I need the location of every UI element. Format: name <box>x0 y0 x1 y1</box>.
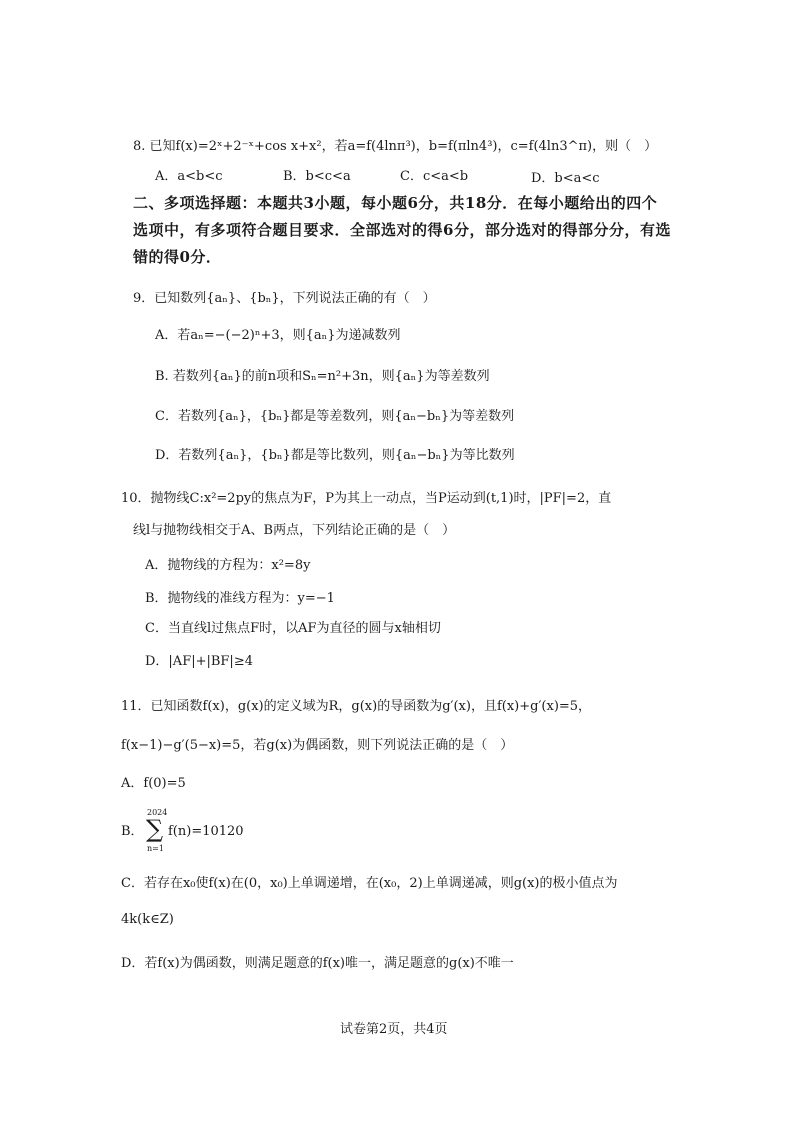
q8-option-b: B．b<c<a <box>283 169 351 184</box>
q11-stem-line2: f(x−1)−g′(5−x)=5，若g(x)为偶函数，则下列说法正确的是（ ） <box>121 738 514 753</box>
q9-option-a: A．若aₙ=−(−2)ⁿ+3，则{aₙ}为递减数列 <box>155 328 401 343</box>
q11-option-d: D．若f(x)为偶函数，则满足题意的f(x)唯一，满足题意的g(x)不唯一 <box>121 956 514 971</box>
q11-option-c-line2: 4k(k∈Z) <box>121 912 174 927</box>
q8-option-c: C．c<a<b <box>400 169 469 184</box>
q10-stem-line2: 线l与抛物线相交于A、B两点，下列结论正确的是（ ） <box>133 523 456 538</box>
q11-sum-upper: 2024 <box>147 808 168 817</box>
q11-sum-sigma: ∑ <box>146 815 164 843</box>
q10-option-d: D．|AF|+|BF|≥4 <box>145 654 253 669</box>
section2-line1: 二、多项选择题：本题共3小题，每小题6分，共18分．在每小题给出的四个 <box>133 194 658 212</box>
q11-option-c-line1: C．若存在x₀使f(x)在(0，x₀)上单调递增，在(x₀，2)上单调递减，则g(x)的极小值点为 <box>121 876 618 891</box>
q10-option-c: C．当直线l过焦点F时，以AF为直径的圆与x轴相切 <box>145 621 441 636</box>
q8-stem: 8. 已知f(x)=2ˣ+2⁻ˣ+cos x+x²，若a=f(4lnπ³)，b=f(πln4³)，c=f(4ln3^π)，则（ ） <box>133 139 658 154</box>
q10-option-b: B．抛物线的准线方程为：y=−1 <box>145 591 335 606</box>
q10-option-a: A．抛物线的方程为：x²=8y <box>145 558 311 573</box>
q11-option-b-label: B． <box>121 824 144 839</box>
q9-option-d: D．若数列{aₙ}，{bₙ}都是等比数列，则{aₙ−bₙ}为等比数列 <box>155 448 515 463</box>
q10-stem-line1: 10．抛物线C:x²=2py的焦点为F，P为其上一动点，当P运动到(t,1)时，|PF|=2，直 <box>121 491 612 506</box>
q11-option-a: A．f(0)=5 <box>121 776 186 791</box>
section2-line3: 错的得0分． <box>133 248 222 266</box>
q9-option-b: B. 若数列{aₙ}的前n项和Sₙ=n²+3n，则{aₙ}为等差数列 <box>155 369 490 384</box>
q9-option-c: C．若数列{aₙ}，{bₙ}都是等差数列，则{aₙ−bₙ}为等差数列 <box>155 409 515 424</box>
q8-option-a: A．a<b<c <box>155 169 223 184</box>
q9-stem: 9．已知数列{aₙ}、{bₙ}，下列说法正确的有（ ） <box>133 291 436 306</box>
q11-option-b-body: f(n)=10120 <box>168 824 244 839</box>
q11-sum-lower: n=1 <box>147 844 164 853</box>
q11-stem-line1: 11．已知函数f(x)，g(x)的定义域为R，g(x)的导函数为g′(x)，且f(x)+g′(x)=5， <box>121 699 592 714</box>
section2-line2: 选项中，有多项符合题目要求．全部选对的得6分，部分选对的得部分分，有选 <box>133 221 671 239</box>
page-footer: 试卷第2页，共4页 <box>340 1022 448 1037</box>
q8-option-d: D．b<a<c <box>531 171 600 186</box>
